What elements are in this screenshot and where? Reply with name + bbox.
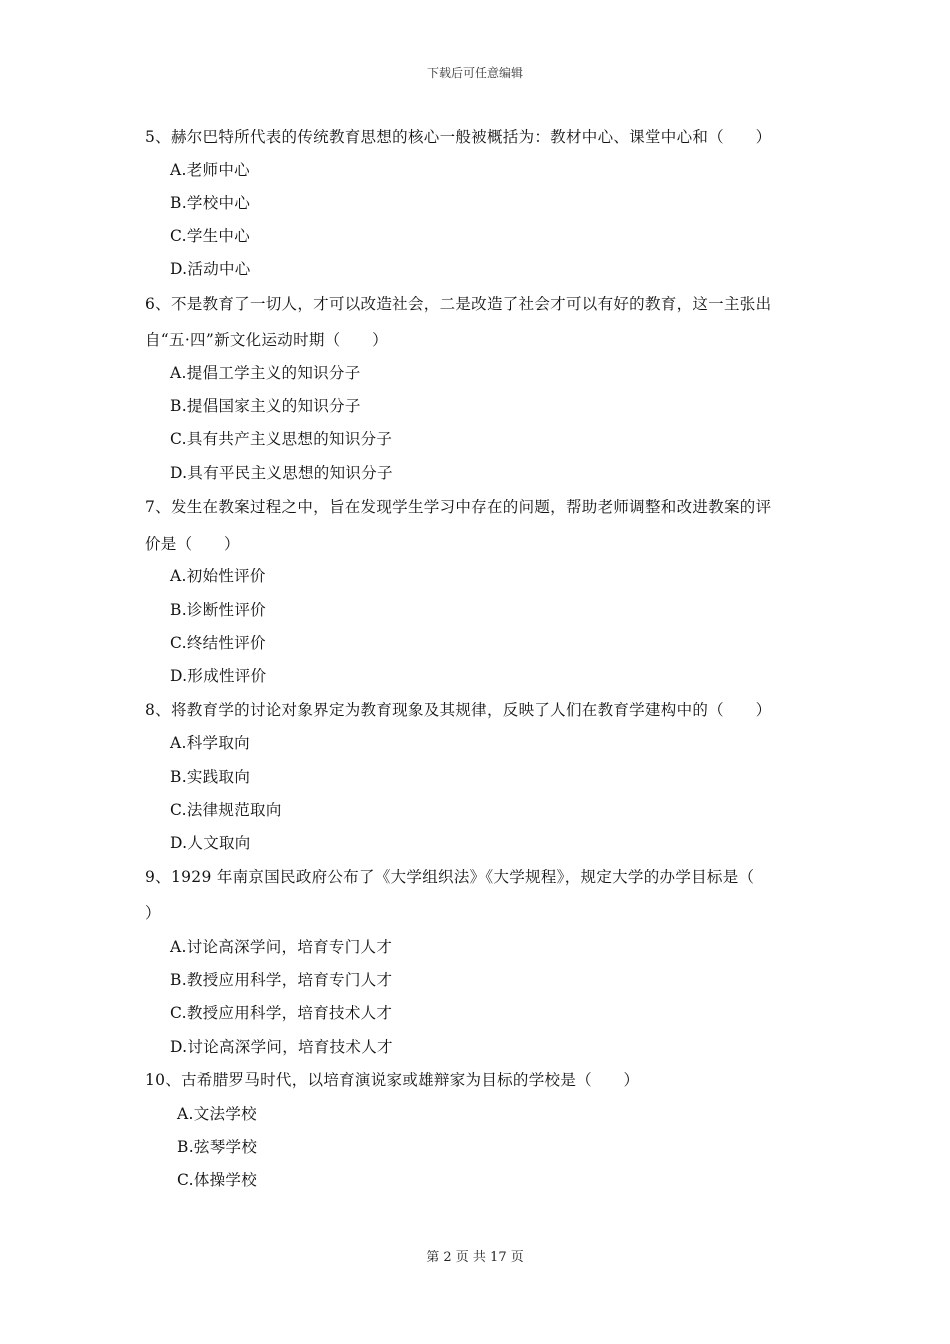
question-5-option-d: D.活动中心 xyxy=(170,260,251,278)
question-5-option-c: C.学生中心 xyxy=(170,227,251,245)
question-8-option-c: C.法律规范取向 xyxy=(170,801,282,819)
question-7-option-b: B.诊断性评价 xyxy=(170,601,266,619)
question-9-option-c: C.教授应用科学，培育技术人才 xyxy=(170,1004,393,1022)
question-7-stem: 7、发生在教案过程之中，旨在发现学生学习中存在的问题，帮助老师调整和改进教案的评 xyxy=(145,498,772,516)
question-9-option-d: D.讨论高深学问，培育技术人才 xyxy=(170,1038,393,1056)
question-8-option-d: D.人文取向 xyxy=(170,834,251,852)
question-7-stem-cont: 价是（ ） xyxy=(145,535,240,553)
question-9-option-a: A.讨论高深学问，培育专门人才 xyxy=(170,938,393,956)
question-10-option-b: B.弦琴学校 xyxy=(177,1138,258,1156)
question-6-stem: 6、不是教育了一切人，才可以改造社会，二是改造了社会才可以有好的教育，这一主张出 xyxy=(145,295,772,313)
question-10-stem: 10、古希腊罗马时代，以培育演说家或雄辩家为目标的学校是（ ） xyxy=(145,1071,640,1089)
question-9-stem: 9、1929 年南京国民政府公布了《大学组织法》《大学规程》，规定大学的办学目标是（ xyxy=(145,868,755,886)
page-header: 下载后可任意编辑 xyxy=(426,66,523,80)
question-9-option-b: B.教授应用科学，培育专门人才 xyxy=(170,971,393,989)
question-7-option-c: C.终结性评价 xyxy=(170,634,266,652)
question-5-option-a: A.老师中心 xyxy=(170,161,250,179)
question-6-stem-cont: 自“五·四”新文化运动时期（ ） xyxy=(145,331,388,349)
question-10-option-c: C.体操学校 xyxy=(177,1171,258,1189)
question-7-option-a: A.初始性评价 xyxy=(170,567,266,585)
question-6-option-b: B.提倡国家主义的知识分子 xyxy=(170,397,361,415)
question-6-option-c: C.具有共产主义思想的知识分子 xyxy=(170,430,393,448)
question-9-stem-cont: ） xyxy=(145,904,161,922)
question-5-stem: 5、赫尔巴特所代表的传统教育思想的核心一般被概括为：教材中心、课堂中心和（ ） xyxy=(145,128,772,146)
question-6-option-d: D.具有平民主义思想的知识分子 xyxy=(170,464,393,482)
question-8-stem: 8、将教育学的讨论对象界定为教育现象及其规律，反映了人们在教育学建构中的（ ） xyxy=(145,701,772,719)
question-8-option-b: B.实践取向 xyxy=(170,768,251,786)
question-8-option-a: A.科学取向 xyxy=(170,734,250,752)
question-5-option-b: B.学校中心 xyxy=(170,194,251,212)
question-7-option-d: D.形成性评价 xyxy=(170,667,267,685)
question-6-option-a: A.提倡工学主义的知识分子 xyxy=(170,364,361,382)
question-10-option-a: A.文法学校 xyxy=(177,1105,257,1123)
page-footer: 第 2 页 共 17 页 xyxy=(426,1250,524,1265)
